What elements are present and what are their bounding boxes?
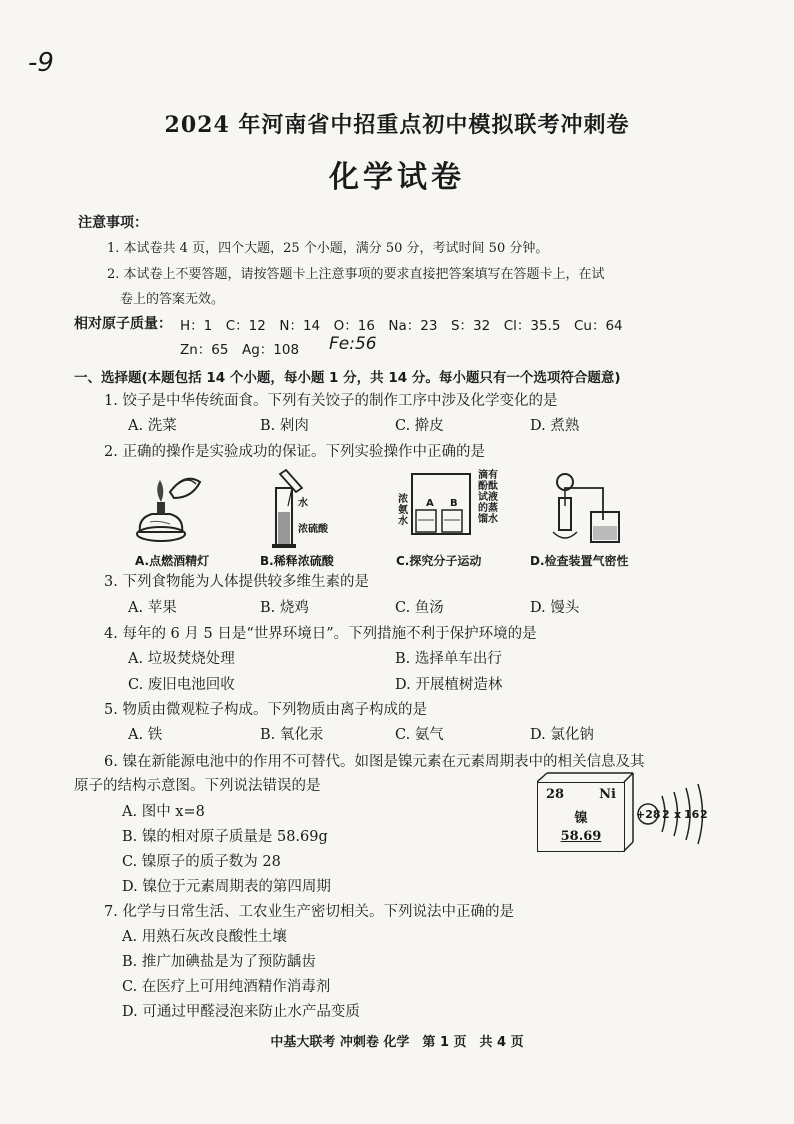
q3-option-d: D. 馒头: [530, 600, 580, 616]
q4-option-d: D. 开展植树造林: [395, 677, 503, 693]
note-1: 1. 本试卷共 4 页，四个大题，25 个小题，满分 50 分，考试时间 50 分钟。: [107, 241, 549, 256]
q2-figure-c-left-label: 浓氨水: [398, 494, 408, 527]
q4-stem: 4. 每年的 6 月 5 日是“世界环境日”。下列措施不利于保护环境的是: [104, 626, 537, 642]
q6-stem-line2: 原子的结构示意图。下列说法错误的是: [74, 778, 321, 794]
q2-figure-a-alcohol-lamp: [130, 462, 210, 548]
atom-shell-2: x: [674, 808, 682, 821]
q2-figure-c-label-b: B: [450, 498, 458, 509]
q7-option-b: B. 推广加碘盐是为了预防龋齿: [122, 954, 316, 970]
q7-stem: 7. 化学与日常生活、工农业生产密切相关。下列说法中正确的是: [104, 904, 514, 920]
q3-option-a: A. 苹果: [128, 600, 177, 616]
q3-option-b: B. 烧鸡: [260, 600, 309, 616]
element-name: 镍: [574, 811, 588, 826]
q1-stem: 1. 饺子是中华传统面食。下列有关饺子的制作工序中涉及化学变化的是: [104, 393, 558, 409]
q4-option-b: B. 选择单车出行: [395, 651, 502, 667]
section1-heading: 一、选择题(本题包括 14 个小题，每小题 1 分，共 14 分。每小题只有一个选项符合题意): [74, 370, 621, 386]
q4-option-a: A. 垃圾焚烧处理: [128, 651, 235, 667]
q6-option-b: B. 镍的相对原子质量是 58.69g: [122, 829, 328, 845]
element-number: 28: [546, 787, 565, 802]
q5-option-d: D. 氯化钠: [530, 727, 594, 743]
q2-caption-c: C.探究分子运动: [396, 554, 482, 568]
q5-option-c: C. 氨气: [395, 727, 444, 743]
q7-option-d: D. 可通过甲醛浸泡来防止水产品变质: [122, 1004, 360, 1020]
q4-option-c: C. 废旧电池回收: [128, 677, 235, 693]
q2-stem: 2. 正确的操作是实验成功的保证。下列实验操作中正确的是: [104, 444, 485, 460]
q5-option-a: A. 铁: [128, 727, 163, 743]
q2-figure-c-label-a: A: [426, 498, 434, 509]
atomic-masses-line2: Zn：65 Ag：108: [180, 342, 300, 358]
note-2: 2. 本试卷上不要答题，请按答题卡上注意事项的要求直接把答案填写在答题卡上，在试: [107, 267, 605, 282]
atom-shell-1: 2: [662, 808, 670, 821]
exam-title: 2024 年河南省中招重点初中模拟联考冲刺卷: [164, 112, 630, 138]
q6-option-a: A. 图中 x=8: [122, 804, 205, 820]
handwritten-mark: -9: [28, 48, 54, 78]
atom-shell-4: 2: [700, 808, 708, 821]
q3-stem: 3. 下列食物能为人体提供较多维生素的是: [104, 574, 369, 590]
q6-option-c: C. 镍原子的质子数为 28: [122, 854, 281, 870]
element-symbol: Ni: [599, 787, 616, 802]
nickel-cell-depth-lines: [537, 772, 637, 862]
page-footer: 中基大联考 冲刺卷 化学 第 1 页 共 4 页: [270, 1035, 524, 1050]
q5-option-b: B. 氧化汞: [260, 727, 324, 743]
exam-subtitle: 化学试卷: [329, 160, 465, 195]
q6-stem-line1: 6. 镍在新能源电池中的作用不可替代。如图是镍元素在元素周期表中的相关信息及其: [104, 754, 645, 770]
atom-shell-3: 16: [684, 808, 700, 821]
q1-option-d: D. 煮熟: [530, 418, 580, 434]
element-mass: 58.69: [560, 829, 602, 844]
q2-figure-c-right-label: 滴有酚酞试液的蒸馏水: [478, 470, 498, 525]
q7-option-a: A. 用熟石灰改良酸性土壤: [122, 929, 287, 945]
q7-option-c: C. 在医疗上可用纯酒精作消毒剂: [122, 979, 331, 995]
q2-caption-a: A.点燃酒精灯: [135, 554, 210, 568]
q5-stem: 5. 物质由微观粒子构成。下列物质由离子构成的是: [104, 702, 427, 718]
q1-option-b: B. 剁肉: [260, 418, 309, 434]
q2-caption-b: B.稀释浓硫酸: [260, 554, 334, 568]
q1-option-a: A. 洗菜: [128, 418, 177, 434]
q1-option-c: C. 擀皮: [395, 418, 444, 434]
q2-figure-b-water-label: 水: [298, 498, 308, 509]
atomic-mass-label: 相对原子质量：: [74, 316, 172, 332]
q2-figure-c-molecular-motion: [406, 468, 476, 538]
atomic-mass-handwritten: Fe:56: [329, 334, 377, 354]
q2-figure-d-airtight-check: [545, 470, 625, 546]
atomic-masses-line1: H：1 C：12 N：14 O：16 Na：23 S：32 Cl：35.5 Cu：64: [180, 318, 623, 334]
q6-option-d: D. 镍位于元素周期表的第四周期: [122, 879, 331, 895]
note-3: 卷上的答案无效。: [120, 292, 225, 307]
notes-heading: 注意事项：: [78, 215, 148, 231]
q2-caption-d: D.检查装置气密性: [530, 554, 629, 568]
atom-nucleus-label: +28: [636, 808, 661, 821]
q2-figure-b-acid-label: 浓硫酸: [298, 524, 328, 535]
q3-option-c: C. 鱼汤: [395, 600, 444, 616]
